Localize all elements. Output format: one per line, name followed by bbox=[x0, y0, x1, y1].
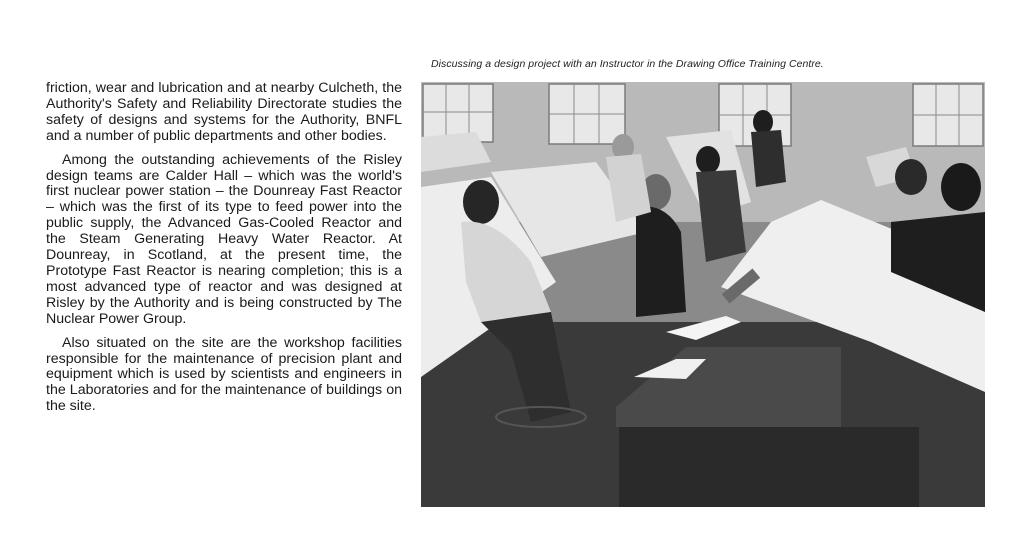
person-head bbox=[941, 163, 981, 211]
desk-front bbox=[619, 427, 919, 507]
photo-caption: Discussing a design project with an Instructor in the Drawing Office Training Centre. bbox=[431, 58, 824, 70]
paragraph-1: friction, wear and lubrication and at nearby Culcheth, the Authority's Safety and Reliability Directorate studies the safety of designs and systems for the Authority, BNFL and a number of public departments and other bodies. bbox=[46, 80, 402, 144]
person-jacket bbox=[636, 206, 686, 317]
person-head bbox=[753, 110, 773, 134]
body-text-column bbox=[46, 81, 402, 423]
person-head bbox=[895, 159, 927, 195]
window bbox=[423, 84, 493, 142]
drawing-office-photo bbox=[421, 82, 985, 507]
paragraph-2: Among the outstanding achievements of the Risley design teams are Calder Hall – which was the world's first nuclear power station – the Dounreay Fast Reactor – which was the first of its type to feed power into the public supply, the Advanced Gas-Cooled Reactor and the Steam Generating Heavy Water Reactor. At Dounreay, in Scotland, at the present time, the Prototype Fast Reactor is nearing completion; this is a most advanced type of reactor and was designed at Risley by the Authority and is being constructed by The Nuclear Power Group. bbox=[46, 151, 402, 327]
person-body bbox=[751, 130, 786, 187]
photo-illustration bbox=[421, 82, 985, 507]
person-head bbox=[463, 180, 499, 224]
paragraph-3: Also situated on the site are the workshop facilities responsible for the maintenance of precision plant and equipment which is used by scientists and engineers in the Laboratories and for the maintenance of buildings on the site. bbox=[46, 334, 402, 415]
person-head bbox=[696, 146, 720, 174]
